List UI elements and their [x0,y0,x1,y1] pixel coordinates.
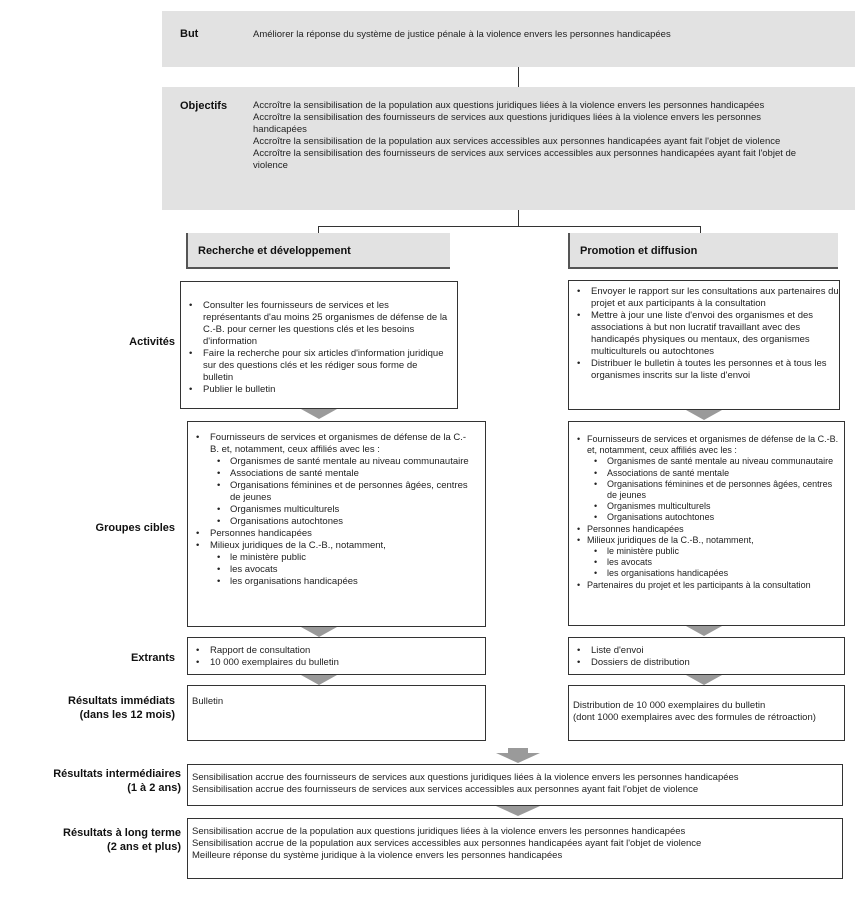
objectif-item: Accroître la sensibilisation de la population aux services accessibles aux personnes handicapées ayant fait l'objet de violence [253,136,781,147]
row-label-groupes: Groupes cibles [95,522,175,534]
groupe-subitem: • les organisations handicapées [587,568,843,579]
column-title-left: Recherche et développement [198,245,351,257]
but-panel [162,11,855,67]
objectifs-list [253,100,813,172]
arrow-left-1 [301,409,337,419]
groupe-item: • Partenaires du projet et les participants à la consultation [569,580,843,591]
activite-item: • Faire la recherche pour six articles d'information juridique sur des questions clés et les rédiger sous forme de bulletin [181,348,449,384]
immediat-text: Bulletin [192,696,224,707]
column-header-right [568,233,838,269]
groupes-box-left [187,421,486,627]
intermediaire-item: Sensibilisation accrue des fournisseurs de services aux questions juridiques liées à la violence envers les personnes handicapées [192,772,739,783]
activite-item: • Envoyer le rapport sur les consultations aux partenaires du projet et aux participants à la consultation [569,286,839,310]
connector-but-objectifs [518,67,519,87]
groupe-subitem: • Organisations féminines et de personnes âgées, centres de jeunes [587,479,843,501]
connector-objectifs-down [518,210,519,226]
long-terme-item: Sensibilisation accrue de la population aux questions juridiques liées à la violence envers les personnes handicapées [192,826,686,837]
immediats-box-left [187,685,486,741]
groupe-item: • Fournisseurs de services et organismes de défense de la C.-B. et, notamment, ceux affiliés avec les : • Organismes de santé mentale au niveau communautaire • Associations de santé mentale • Organisations féminines et de personnes âgées, centres de jeunes • Organismes multiculturels • Organisations autochtones [188,432,473,528]
groupe-subitem: • les organisations handicapées [210,576,473,588]
groupe-subitem: • Organismes de santé mentale au niveau communautaire [210,456,473,468]
objectif-item: Accroître la sensibilisation des fournisseurs de services aux questions juridiques liées à la violence envers les personnes handicapées [253,112,761,135]
groupe-subitem: • Associations de santé mentale [210,468,473,480]
groupe-subitem: • Organisations autochtones [210,516,473,528]
extrant-item: • Dossiers de distribution [569,657,844,669]
groupe-subitem: • Associations de santé mentale [587,468,843,479]
arrow-right-3 [686,675,722,685]
objectif-item: Accroître la sensibilisation de la population aux questions juridiques liées à la violence envers les personnes handicapées [253,100,765,111]
extrants-box-left [187,637,486,675]
intermediaire-item: Sensibilisation accrue des fournisseurs de services aux services accessibles aux personnes ayant fait l'objet de violence [192,784,699,795]
immediat-text: Distribution de 10 000 exemplaires du bulletin [573,700,766,711]
groupe-subitem: • Organisations autochtones [587,512,843,523]
activites-box-left [180,281,458,409]
immediat-text: (dont 1000 exemplaires avec des formules de rétroaction) [573,712,816,723]
long-terme-box [187,818,843,879]
groupe-subitem: • les avocats [587,557,843,568]
groupe-item: • Personnes handicapées [188,528,473,540]
connector-left-down [318,226,319,233]
objectifs-panel [162,87,855,210]
but-label: But [180,28,199,40]
groupe-item: • Milieux juridiques de la C.-B., notamment, • le ministère public • les avocats • les organisations handicapées [188,540,473,588]
but-text: Améliorer la réponse du système de justice pénale à la violence envers les personnes handicapées [253,29,671,40]
row-label-immediats: Résultats immédiats (dans les 12 mois) [68,695,175,721]
arrow-long-terme [496,806,540,816]
extrants-box-right [568,637,845,675]
objectifs-label: Objectifs [180,100,228,112]
arrow-right-2 [686,626,722,636]
objectif-item: Accroître la sensibilisation des fournisseurs de services aux services accessibles aux personnes handicapées ayant fait l'objet de violence [253,148,797,171]
arrow-left-3 [301,675,337,685]
groupe-item: • Milieux juridiques de la C.-B., notamment, • le ministère public • les avocats • les organisations handicapées [569,535,843,580]
row-label-intermediaires: Résultats intermédiaires (1 à 2 ans) [53,768,181,794]
connector-horizontal [318,226,701,227]
groupe-subitem: • Organismes multiculturels [587,501,843,512]
groupe-subitem: • le ministère public [210,552,473,564]
arrow-right-1 [686,410,722,420]
column-header-left [186,233,450,269]
activites-box-right [568,280,840,410]
groupe-item: • Fournisseurs de services et organismes de défense de la C.-B. et, notamment, ceux affiliés avec les : • Organismes de santé mentale au niveau communautaire • Associations de santé mentale • Organisations féminines et de personnes âgées, centres de jeunes • Organismes multiculturels • Organisations autochtones [569,434,843,524]
connector-right-down [700,226,701,233]
arrow-merge [496,753,540,763]
groupes-box-right [568,421,845,626]
long-terme-item: Meilleure réponse du système juridique à la violence envers les personnes handicapées [192,850,563,861]
activite-item: • Distribuer le bulletin à toutes les personnes et à tous les organismes inscrits sur la liste d'envoi [569,358,839,382]
row-label-long-terme: Résultats à long terme (2 ans et plus) [63,827,181,853]
extrant-item: • Rapport de consultation [188,645,485,657]
row-label-extrants: Extrants [130,652,175,664]
column-title-right: Promotion et diffusion [580,245,698,257]
groupe-subitem: • Organisations féminines et de personnes âgées, centres de jeunes [210,480,473,504]
activite-item: • Consulter les fournisseurs de services et les représentants d'au moins 25 organismes de défense de la C.-B. pour cerner les questions clés et les besoins d'information [181,300,449,348]
extrant-item: • Liste d'envoi [569,645,844,657]
intermediaires-box [187,764,843,806]
extrant-item: • 10 000 exemplaires du bulletin [188,657,485,669]
groupe-subitem: • Organismes de santé mentale au niveau communautaire [587,456,843,467]
groupe-item: • Personnes handicapées [569,524,843,535]
arrow-left-2 [301,627,337,637]
long-terme-item: Sensibilisation accrue de la population aux services accessibles aux personnes handicapées ayant fait l'objet de violence [192,838,702,849]
groupe-subitem: • les avocats [210,564,473,576]
immediats-box-right [568,685,845,741]
activite-item: • Mettre à jour une liste d'envoi des organismes et des associations à but non lucratif travaillant avec des handicapés physiques ou mentaux, des organismes multiculturels ou autochtones [569,310,839,358]
row-label-activites: Activités [129,336,175,348]
groupe-subitem: • le ministère public [587,546,843,557]
groupe-subitem: • Organismes multiculturels [210,504,473,516]
activite-item: • Publier le bulletin [181,384,449,396]
